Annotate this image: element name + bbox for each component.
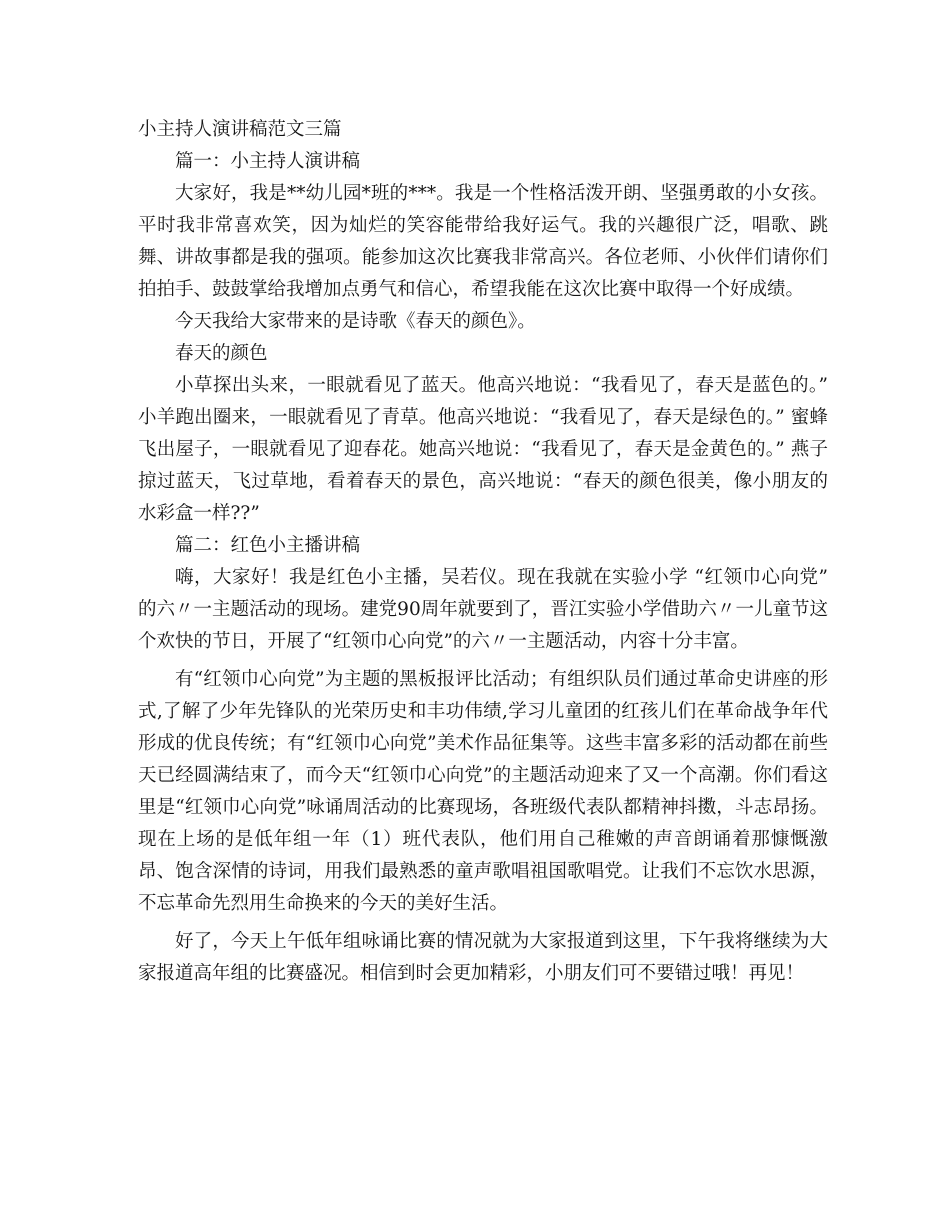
document-body — [138, 114, 828, 990]
part2-heading: 篇二：红色小主播讲稿 — [175, 535, 361, 556]
part1-announce-paragraph: 今天我给大家带来的是诗歌《春天的颜色》。 — [175, 311, 536, 332]
part1-intro-paragraph: 大家好，我是**幼儿园*班的***。我是一个性格活泼开朗、坚强勇敢的小女孩。平时我非常喜欢笑，因为灿烂的笑容能带给我好运气。我的兴趣很广泛，唱歌、跳舞、讲故事都是我的强项。能参加这次比赛我非常高兴。各位老师、小伙伴们请你们拍拍手、鼓鼓掌给我增加点勇气和信心，希望我能在这次比赛中取得一个好成绩。 — [138, 183, 828, 300]
part2-paragraph-2: 有“红领巾心向党”为主题的黑板报评比活动；有组织队员们通过革命史讲座的形式,了解了少年先锋队的光荣历史和丰功伟绩,学习儿童团的红孩儿们在革命战争年代形成的优良传统；有“红领巾心向党”美术作品征集等。这些丰富多彩的活动都在前些天已经圆满结束了，而今天“红领巾心向党”的主题活动迎来了又一个高潮。你们看这里是“红领巾心向党”咏诵周活动的比赛现场，各班级代表队都精神抖擞，斗志昂扬。现在上场的是低年组一年（1）班代表队，他们用自己稚嫩的声音朗诵着那慷慨激昂、饱含深情的诗词，用我们最熟悉的童声歌唱祖国歌唱党。让我们不忘饮水思源，不忘革命先烈用生命换来的今天的美好生活。 — [138, 669, 828, 914]
part2-paragraph-3: 好了，今天上午低年组咏诵比赛的情况就为大家报道到这里，下午我将继续为大家报道高年组的比赛盛况。相信到时会更加精彩，小朋友们可不要错过哦！再见！ — [138, 931, 828, 984]
poem-paragraph: 小草探出头来，一眼就看见了蓝天。他高兴地说：“我看见了，春天是蓝色的。” 小羊跑出圈来，一眼就看见了青草。他高兴地说：“我看见了，春天是绿色的。” 蜜蜂飞出屋子，一眼就看见了迎春花。她高兴地说：“我看见了，春天是金黄色的。” 燕子掠过蓝天，飞过草地，看着春天的景色，高兴地说：“春天的颜色很美，像小朋友的水彩盒一样??” — [138, 375, 828, 524]
poem-title: 春天的颜色 — [175, 343, 268, 364]
part1-heading: 篇一：小主持人演讲稿 — [175, 151, 361, 172]
part2-paragraph-1: 嗨，大家好！我是红色小主播，吴若仪。现在我就在实验小学 “红领巾心向党” 的六〃一主题活动的现场。建党90周年就要到了，晋江实验小学借助六〃一儿童节这个欢快的节日，开展了“红领巾心向党”的六〃一主题活动，内容十分丰富。 — [138, 567, 828, 652]
document-title: 小主持人演讲稿范文三篇 — [138, 119, 342, 140]
